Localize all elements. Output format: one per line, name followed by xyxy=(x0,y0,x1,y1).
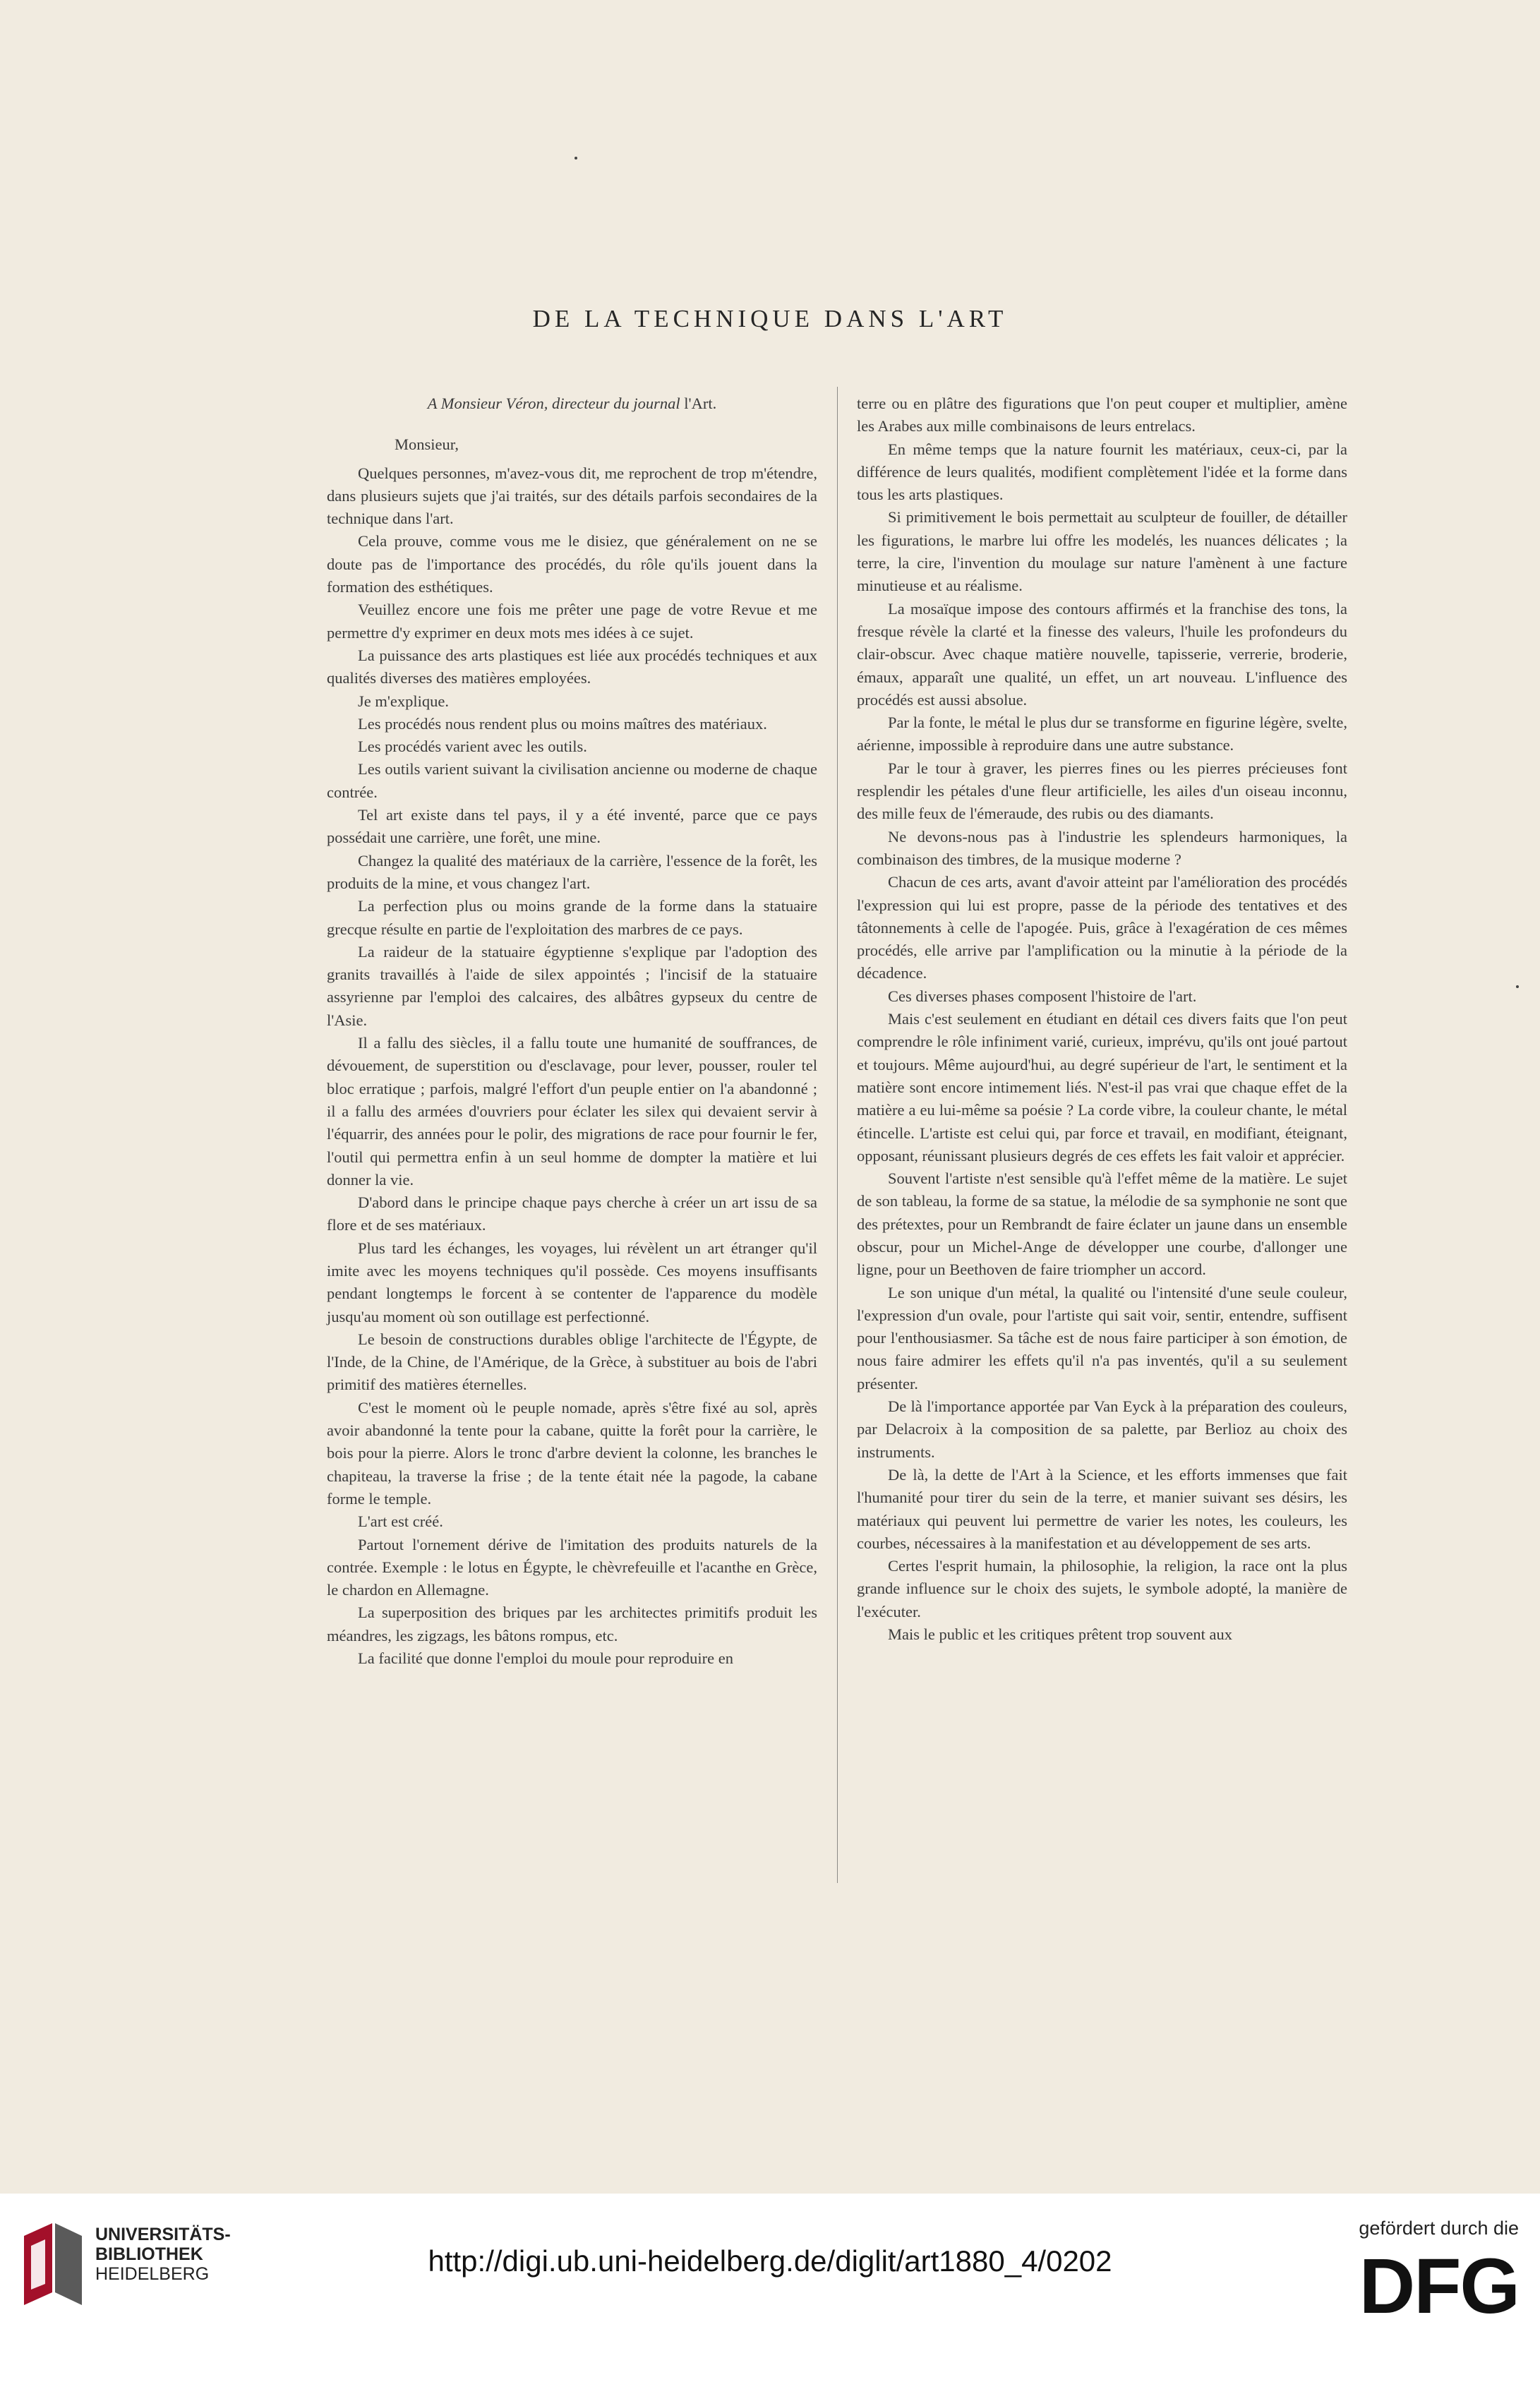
dedication-journal: l'Art. xyxy=(680,395,717,412)
right-column-paragraph: Par le tour à graver, les pierres fines ou les pierres précieuses font resplendir les pétales d'une fleur artificielle, les ailes d'un oiseau inconnu, des mille feux de l'émeraude, des rubis ou des diamants. xyxy=(857,759,1347,823)
left-column-paragraph: Plus tard les échanges, les voyages, lui révèlent un art étranger qu'il imite avec les moyens techniques qu'il possède. Ces moyens insuffisants pendant longtemps le forcent à se contenter de l'apparence du modèle jusqu'au moment où son outillage est perfectionné. xyxy=(327,1239,817,1325)
left-column-paragraph: C'est le moment où le peuple nomade, après s'être fixé au sol, après avoir abandonné la tente pour la cabane, quitte la forêt pour la carrière, le bois pour la pierre. Alors le tronc d'arbre devient la colonne, les branches le chapiteau, la traverse la frise ; de la tente était née la pagode, la cabane forme le temple. xyxy=(327,1398,817,1508)
salutation: Monsieur, xyxy=(395,435,459,454)
right-column-paragraph: Certes l'esprit humain, la philosophie, la religion, la race ont la plus grande influence sur le choix des sujets, le symbole adopté, la manière de l'exécuter. xyxy=(857,1557,1347,1620)
left-column-paragraph: La puissance des arts plastiques est liée aux procédés techniques et aux qualités diverses des matières employées. xyxy=(327,646,817,687)
page-speck xyxy=(1516,985,1519,988)
left-column-paragraph: Veuillez encore une fois me prêter une page de votre Revue et me permettre d'y exprimer en deux mots mes idées à ce sujet. xyxy=(327,601,817,642)
library-name-line-2: BIBLIOTHEK xyxy=(95,2244,203,2264)
right-column-paragraph: Ne devons-nous pas à l'industrie les splendeurs harmoniques, la combinaison des timbres, de la musique moderne ? xyxy=(857,827,1347,868)
dedication-line xyxy=(327,392,817,415)
left-column-paragraph: La superposition des briques par les architectes primitifs produit les méandres, les zigzags, les bâtons rompus, etc. xyxy=(327,1604,817,1644)
right-column-paragraph: Souvent l'artiste n'est sensible qu'à l'effet même de la matière. Le sujet de son tableau, la forme de sa statue, la mélodie de sa symphonie ne sont que des prétextes, pour un Rembrandt de faire éclater un jaune dans un ensemble obscur, pour un Michel-Ange de développer une courbe, d'allonger une ligne, pour un Beethoven de faire triompher un accord. xyxy=(857,1169,1347,1279)
permalink-url[interactable]: http://digi.ub.uni-heidelberg.de/diglit/art1880_4/0202 xyxy=(428,2244,1112,2278)
right-column-paragraph: De là, la dette de l'Art à la Science, et les efforts immenses que fait l'humanité pour tirer du sein de la terre, et manier suivant ses désirs, les matériaux qui peuvent lui permettre de varier les notes, les couleurs, les courbes, nécessaires à la manifestation et au développement de ses arts. xyxy=(857,1465,1347,1552)
dfg-logo-icon: DFG xyxy=(1359,2243,1519,2330)
left-column-paragraph: D'abord dans le principe chaque pays cherche à créer un art issu de sa flore et de ses matériaux. xyxy=(327,1193,817,1234)
left-column-paragraph: Quelques personnes, m'avez-vous dit, me reprochent de trop m'étendre, dans plusieurs sujets que j'ai traités, sur des détails parfois secondaires de la technique dans l'art. xyxy=(327,464,817,528)
right-text-column xyxy=(857,392,1347,1646)
left-text-column xyxy=(327,392,817,1670)
right-column-paragraph: Mais c'est seulement en étudiant en détail ces divers faits que l'on peut comprendre le rôle infiniment varié, curieux, imprévu, qu'ils ont joué partout et toujours. Même aujourd'hui, au degré supérieur de l'art, le sentiment et la matière sont encore intimement liés. N'est-il pas vrai que chaque effet de la matière a eu lui-même sa poésie ? La corde vibre, la couleur chante, le métal étincelle. L'artiste est celui qui, par force et travail, en modifiant, éteignant, opposant, réunissant plusieurs degrés de ces effets les fait valoir et apprécier. xyxy=(857,1010,1347,1165)
left-column-paragraph: Les outils varient suivant la civilisation ancienne ou moderne de chaque contrée. xyxy=(327,760,817,801)
library-name-line-1: UNIVERSITÄTS- xyxy=(95,2225,231,2244)
left-column-paragraph: Les procédés nous rendent plus ou moins maîtres des matériaux. xyxy=(358,714,767,733)
left-column-paragraph: Le besoin de constructions durables oblige l'architecte de l'Égypte, de l'Inde, de la Chine, de l'Amérique, de la Grèce, à substituer au bois de l'abri primitif des matières éternelles. xyxy=(327,1330,817,1394)
page-speck xyxy=(575,157,577,160)
right-column-paragraph: Le son unique d'un métal, la qualité ou l'intensité d'une seule couleur, l'expression d'un ovale, pour l'artiste qui sait voir, sentir, entendre, suffisent pour l'enthousiasmer. Sa tâche est de nous faire participer à son émotion, de nous faire admirer les effets qu'il n'a pas inventés, qu'il a su seulement présenter. xyxy=(857,1283,1347,1392)
left-column-paragraph: Changez la qualité des matériaux de la carrière, l'essence de la forêt, les produits de la mine, et vous changez l'art. xyxy=(327,851,817,892)
right-column-paragraph: Si primitivement le bois permettait au sculpteur de fouiller, de détailler les figurations, le marbre lui offre les modelés, les nuances délicates ; la terre, la cire, l'invention du moulage sur nature l'amènent à une facture minutieuse et au réalisme. xyxy=(857,508,1347,595)
left-column-paragraph: L'art est créé. xyxy=(358,1512,443,1531)
right-column-paragraph: De là l'importance apportée par Van Eyck à la préparation des couleurs, par Delacroix à la composition de sa palette, par Berlioz au choix des instruments. xyxy=(857,1397,1347,1461)
left-column-paragraph: Cela prouve, comme vous me le disiez, que généralement on ne se doute pas de l'importance des procédés, du rôle qu'ils jouent dans la formation des esthétiques. xyxy=(327,532,817,596)
library-name-line-3: HEIDELBERG xyxy=(95,2264,210,2284)
column-divider xyxy=(837,387,838,1883)
dedication-recipient: A Monsieur Véron, directeur du journal xyxy=(427,395,680,412)
right-column-paragraph: Mais le public et les critiques prêtent trop souvent aux xyxy=(888,1625,1233,1644)
right-column-paragraph: Par la fonte, le métal le plus dur se transforme en figurine légère, svelte, aérienne, impossible à reproduire dans une autre substance. xyxy=(857,714,1347,754)
left-column-paragraph: Tel art existe dans tel pays, il y a été inventé, parce que ce pays possédait une carrière, une forêt, une mine. xyxy=(327,806,817,847)
funding-label: gefördert durch die xyxy=(1359,2218,1519,2239)
digitization-footer xyxy=(0,2194,1540,2382)
left-column-paragraph: La perfection plus ou moins grande de la forme dans la statuaire grecque résulte en partie de l'exploitation des marbres de ce pays. xyxy=(327,897,817,938)
right-column-paragraph: Chacun de ces arts, avant d'avoir atteint par l'amélioration des procédés l'expression qui lui est propre, passe de la période des tentatives et des tâtonnements à celle de l'apogée. Puis, grâce à l'exagération de ces mêmes procédés, elle arrive par l'amplification ou la minutie à la période de la décadence. xyxy=(857,873,1347,982)
article-title: DE LA TECHNIQUE DANS L'ART xyxy=(532,305,1008,332)
left-column-paragraph: Je m'explique. xyxy=(358,692,450,710)
right-column-paragraph: Ces diverses phases composent l'histoire de l'art. xyxy=(888,987,1197,1005)
right-column-paragraph: En même temps que la nature fournit les matériaux, ceux-ci, par la différence de leurs qualités, modifient complètement l'idée et la forme dans tous les arts plastiques. xyxy=(857,440,1347,504)
left-column-paragraph: Partout l'ornement dérive de l'imitation des produits naturels de la contrée. Exemple : le lotus en Égypte, le chèvrefeuille et l'acanthe en Grèce, le chardon en Allemagne. xyxy=(327,1535,817,1599)
left-column-paragraph: Les procédés varient avec les outils. xyxy=(358,738,587,756)
continued-paragraph: terre ou en plâtre des figurations que l'on peut couper et multiplier, amène les Arabes aux mille combinaisons de leurs entrelacs. xyxy=(857,395,1347,435)
right-column-paragraph: La mosaïque impose des contours affirmés et la franchise des tons, la fresque révèle la clarté et la finesse des valeurs, l'huile les profondeurs du clair-obscur. Avec chaque matière nouvelle, tapisserie, verrerie, broderie, émaux, apparaît une qualité, un effet, un art nouveau. L'influence des procédés est aussi absolue. xyxy=(857,599,1347,709)
left-column-paragraph: La raideur de la statuaire égyptienne s'explique par l'adoption des granits travaillés à l'aide de silex appointés ; l'incisif de la statuaire assyrienne par l'emploi des calcaires, des albâtres gypseux du centre de l'Asie. xyxy=(327,942,817,1029)
left-column-paragraph: La facilité que donne l'emploi du moule pour reproduire en xyxy=(358,1649,734,1668)
left-column-paragraph: Il a fallu des siècles, il a fallu toute une humanité de souffrances, de dévouement, de superstition ou d'esclavage, pour lever, pousser, rouler tel bloc erratique ; parfois, malgré l'effort d'un peuple entier on l'a abandonné ; il a fallu des armées d'ouvriers pour éclater les silex qui devaient servir à l'équarrir, des années pour le polir, des migrations de race pour fournir le fer, l'outil qui permettra enfin à un seul homme de dompter la matière et lui donner la vie. xyxy=(327,1034,817,1189)
